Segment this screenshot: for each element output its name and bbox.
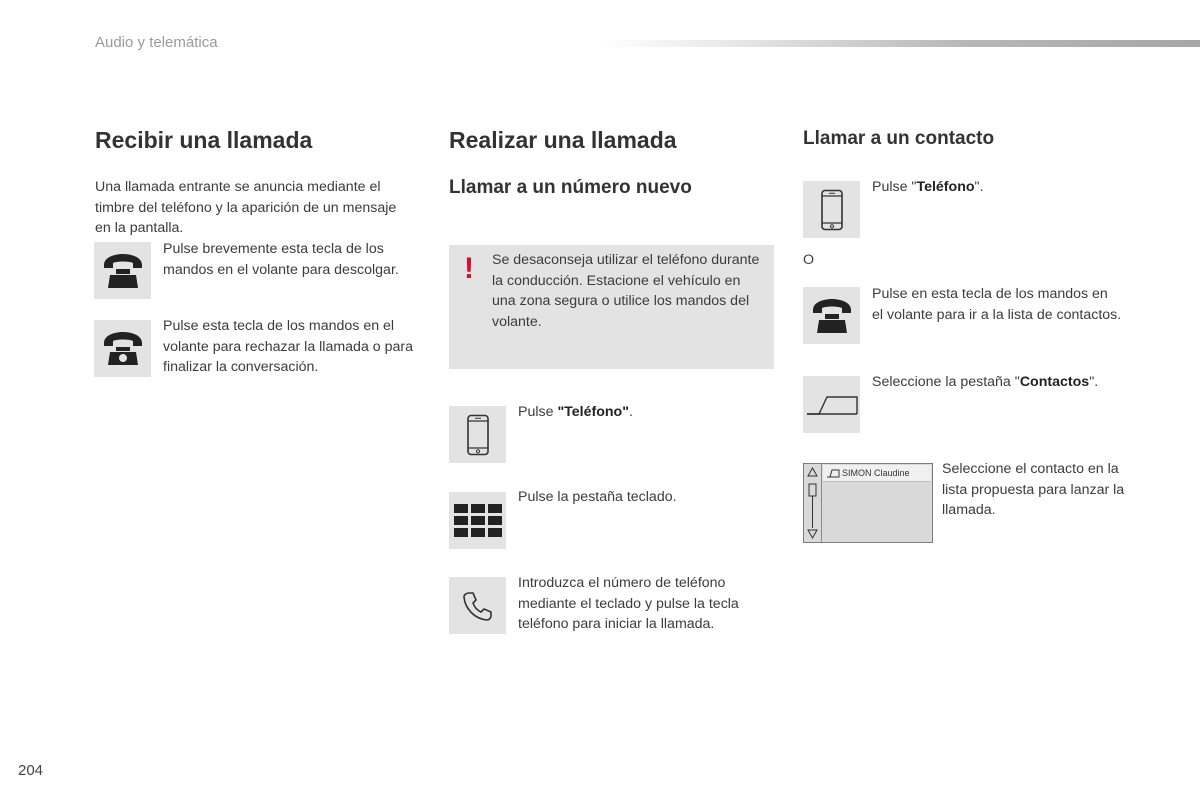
new-number-step-1-text <box>518 402 768 423</box>
warning-box <box>449 245 774 369</box>
warning-text: Se desaconseja utilizar el teléfono durante la conducción. Estacione el vehículo en una zona segura o utilice los mandos del volante. <box>492 252 760 330</box>
contact-card-icon <box>826 468 840 478</box>
page-number: 204 <box>18 762 44 779</box>
receive-call-title: Recibir una llamada <box>95 127 313 153</box>
section-header: Audio y telemática <box>95 34 218 51</box>
step-text-plain: ". <box>974 179 984 195</box>
contact-row <box>823 465 931 482</box>
keypad-icon <box>449 492 506 549</box>
warning-icon: ! <box>464 252 474 285</box>
phone-call-icon <box>449 577 506 634</box>
contact-step-1-text <box>872 177 1122 198</box>
receive-step-2-text: Pulse esta tecla de los mandos en el volante para rechazar la llamada o para finalizar la conversación. <box>163 318 414 375</box>
new-number-subtitle: Llamar a un número nuevo <box>449 177 692 198</box>
new-number-step-2-text: Pulse la pestaña teclado. <box>518 489 677 505</box>
scrollbar <box>804 464 822 542</box>
step-text-plain: Pulse " <box>872 179 917 195</box>
smartphone-icon <box>449 406 506 463</box>
phone-handset-answer-icon <box>94 242 151 299</box>
step-text-plain: ". <box>1089 374 1099 390</box>
step-text-bold: Teléfono <box>916 179 975 195</box>
step-text-plain: Seleccione la pestaña " <box>872 374 1020 390</box>
phone-hangup-icon <box>94 320 151 377</box>
make-call-title: Realizar una llamada <box>449 127 677 153</box>
step-text-plain: Pulse <box>518 404 558 420</box>
step-text-bold: "Teléfono" <box>557 404 629 420</box>
contact-step-4-text: Seleccione el contacto en la lista propuesta para lanzar la llamada. <box>942 461 1125 518</box>
or-label: O <box>803 252 815 268</box>
contact-name: SIMON Claudine <box>842 468 910 478</box>
phone-handset-answer-icon <box>803 287 860 344</box>
receive-call-intro: Una llamada entrante se anuncia mediante el timbre del teléfono y la aparición de un mensaje en la pantalla. <box>95 179 397 236</box>
step-text-plain: . <box>628 404 633 420</box>
receive-step-1-text: Pulse brevemente esta tecla de los mandos en el volante para descolgar. <box>163 241 399 278</box>
header-divider-bar <box>600 40 1200 47</box>
tab-icon <box>803 376 860 433</box>
step-text-bold: Contactos <box>1019 374 1090 390</box>
smartphone-icon <box>803 181 860 238</box>
new-number-step-3-text: Introduzca el número de teléfono mediante el teclado y pulse la tecla teléfono para iniciar la llamada. <box>518 575 739 632</box>
contact-step-2-text: Pulse en esta tecla de los mandos en el volante para ir a la lista de contactos. <box>872 286 1122 323</box>
contact-list-screen <box>803 463 933 543</box>
call-contact-title: Llamar a un contacto <box>803 128 995 149</box>
contact-step-3-text <box>872 372 1132 393</box>
